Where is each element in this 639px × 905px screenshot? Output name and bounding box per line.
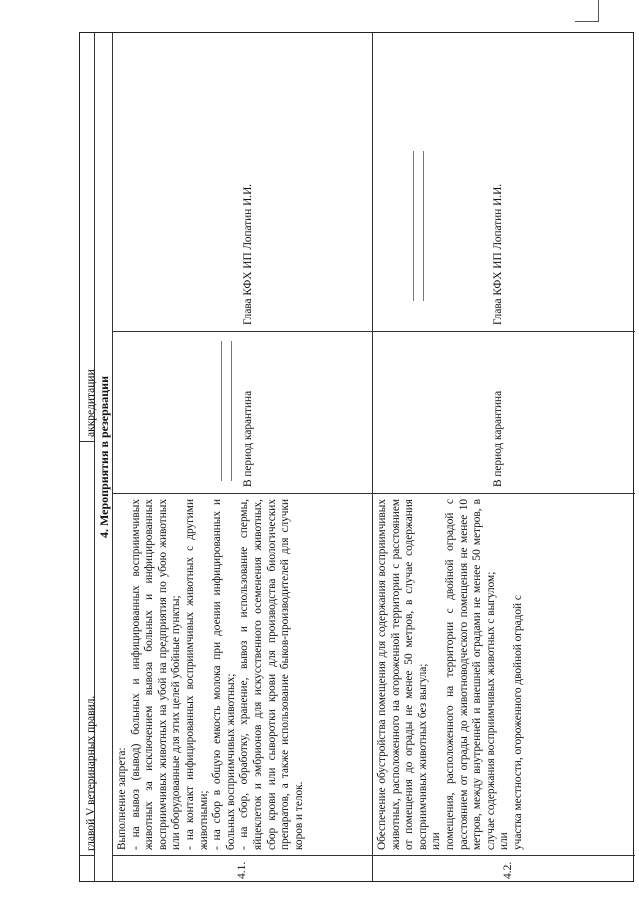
header-number-cell: [80, 855, 94, 881]
header-left-cell: [80, 441, 97, 855]
row-responsible-cell: [113, 33, 372, 331]
description-line: - на контакт инфицированных восприимчивых животных с другими животными;: [183, 499, 210, 850]
table-row: [373, 33, 635, 881]
row-responsible: Глава КФХ ИП Лопатин И.И.: [492, 183, 504, 325]
header-right-text: аккредитации: [85, 369, 97, 437]
measures-table: [79, 32, 634, 882]
row-period-cell: [373, 331, 635, 493]
row-period: В период карантина: [242, 390, 254, 487]
row-period: В период карантина: [492, 390, 504, 487]
row-number-cell: [113, 855, 372, 881]
scan-mark: [575, 21, 599, 22]
description-line: Выполнение запрета:: [116, 747, 128, 850]
description-line: участка местности, огороженного двойной оградой с: [511, 595, 524, 850]
row-responsible-cell: [373, 33, 635, 331]
row-description: [116, 499, 306, 850]
description-line: - на сбор в общую емкость молока при доении инфицированных и больных восприимчивых животных;: [211, 499, 237, 850]
section-title: 4. Мероприятия в резервации: [97, 376, 111, 538]
row-description-cell: [373, 493, 635, 855]
blank-line: [221, 341, 222, 481]
description-line: помещения, расположенного на территории с двойной оградой с расстоянием от ограды до животноводческого помещения не менее 10 метров, между внутренней и внешней оградами не менее 50 метров, в случае содержания восприимчивых животных с выгулом;: [443, 499, 497, 850]
description-line: или: [498, 832, 511, 850]
description-line: - на вывоз (вывод) больных и инфицированных восприимчивых животных за исключением вывоза больных и инфицированных восприимчивых животных на убой на предприятия по убою животных или оборудованные для этих целей убойные пункты;: [129, 499, 183, 850]
row-number: 4.1.: [236, 861, 248, 879]
description-line: Обеспечение обустройства помещения для содержания восприимчивых животных, расположенного на огороженной территории с расстоянием от помещения до ограды не менее 50 метров, в случае содержания восприимчивых животных без выгула;: [376, 499, 429, 850]
description-line: или: [430, 832, 443, 850]
blank-line: [423, 151, 424, 301]
section-title-row: [95, 33, 113, 881]
table-row: [113, 33, 373, 881]
row-responsible: Глава КФХ ИП Лопатин И.И.: [242, 183, 254, 325]
header-row: [80, 33, 95, 881]
scan-mark: [598, 0, 599, 22]
header-right-cell: [80, 33, 97, 441]
blank-line: [231, 341, 232, 481]
row-description-cell: [113, 493, 372, 855]
row-number: 4.2.: [502, 861, 514, 879]
header-left-text: главой V ветеринарных правил.: [85, 695, 97, 851]
description-line: - на сбор, обработку, хранение, вывоз и использование спермы, яйцеклеток и эмбрионов для искусственного осеменения животных, сбор крови или сыворотки крови для производства биологических препаратов, а также использование быков-производителей для случки коров и телок.: [238, 499, 305, 850]
row-period-cell: [113, 331, 372, 493]
row-description: [376, 499, 526, 850]
rotated-table-container: [79, 32, 634, 882]
blank-line: [413, 151, 414, 301]
row-number-cell: [373, 855, 635, 881]
